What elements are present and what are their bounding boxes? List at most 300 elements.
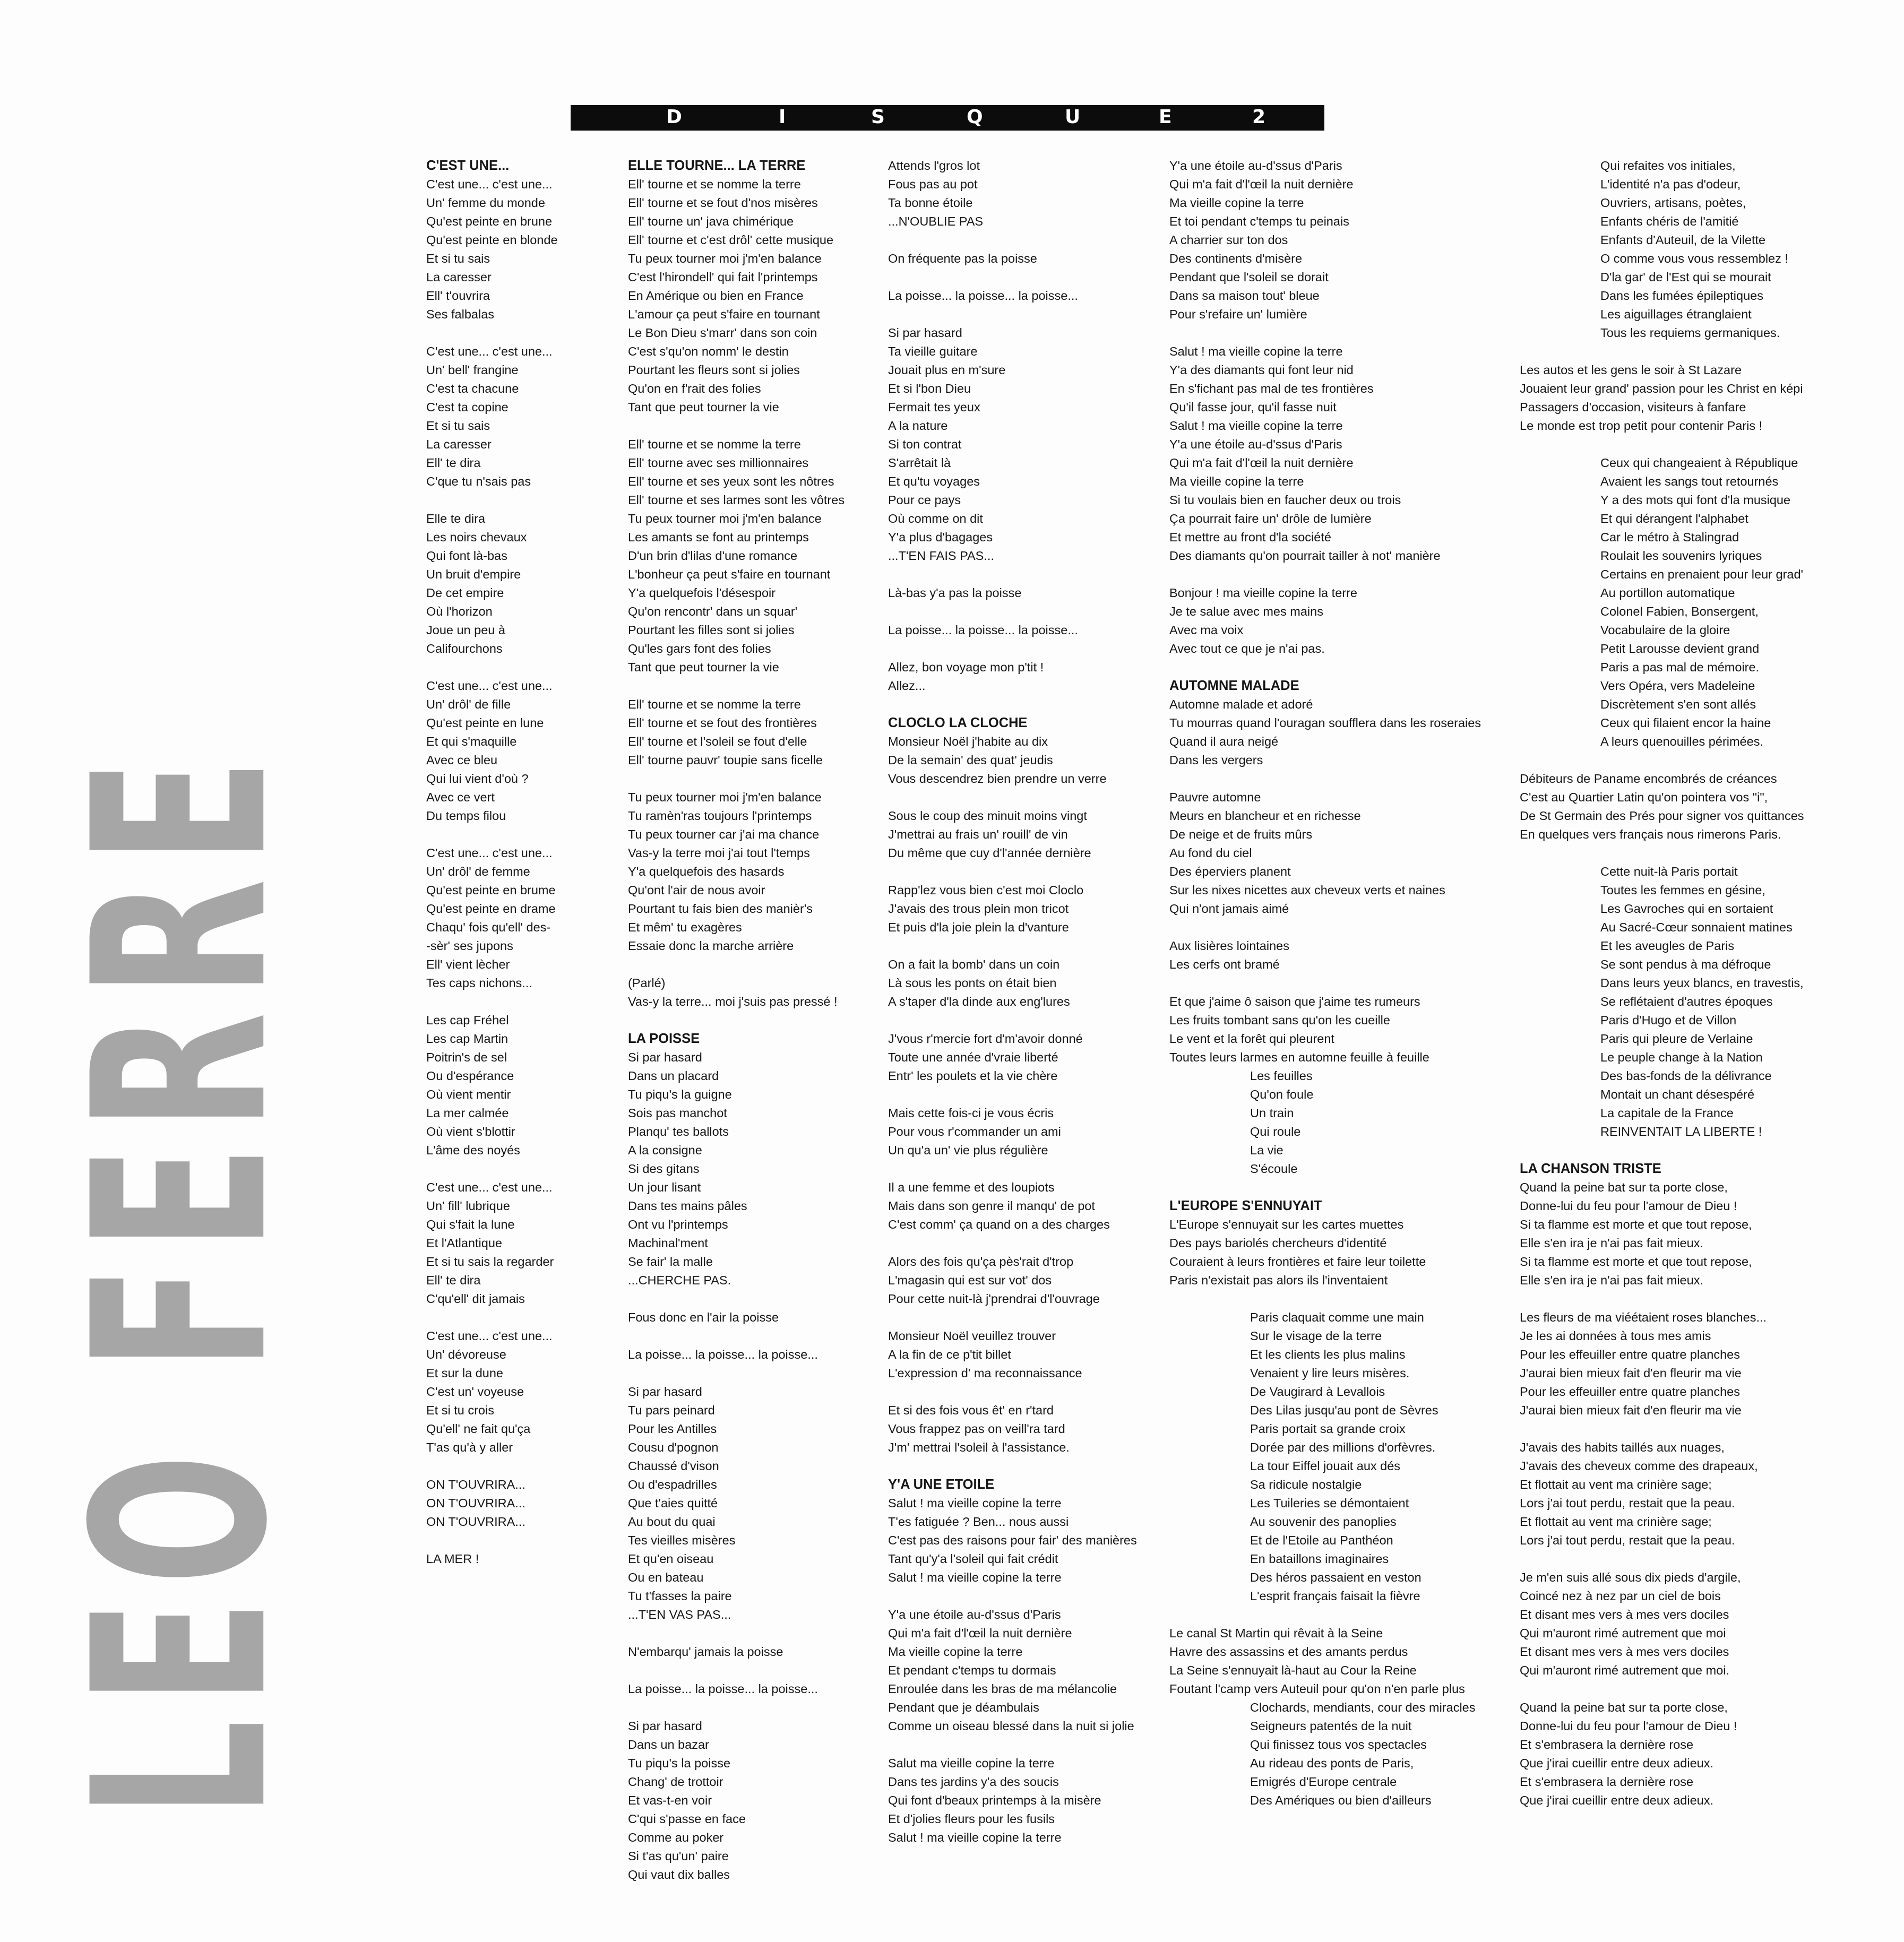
stanza — [426, 510, 558, 658]
song-section — [1520, 1160, 1804, 1810]
lyric-line: Elle s'en ira je n'ai pas fait mieux. — [1520, 1273, 1703, 1287]
lyric-line: Tu piqu's la guigne — [628, 1087, 732, 1101]
stanza — [426, 677, 558, 825]
lyric-line: Tes caps nichons... — [426, 976, 532, 990]
lyric-line: La poisse... la poisse... la poisse... — [888, 623, 1078, 637]
lyric-line: T'es fatiguée ? Ben... nous aussi — [888, 1515, 1069, 1529]
lyric-line: J'avais des habits taillés aux nuages, — [1520, 1440, 1725, 1454]
lyric-line: Au fond du ciel — [1169, 846, 1252, 860]
lyric-line: Les Tuileries se démontaient — [1250, 1496, 1409, 1510]
lyric-line: Avec ma voix — [1169, 623, 1244, 637]
song-section — [888, 714, 1137, 1457]
lyric-line: D'un brin d'lilas d'une romance — [628, 549, 798, 563]
lyric-line: Ma vieille copine la terre — [888, 1645, 1023, 1659]
lyric-line: C'est un' voyeuse — [426, 1385, 524, 1399]
lyric-line: Qui font là-bas — [426, 549, 507, 563]
lyric-line: Et qu'en oiseau — [628, 1552, 714, 1566]
lyric-line: Du temps filou — [426, 809, 506, 823]
lyric-line: Un jour lisant — [628, 1180, 701, 1194]
lyric-line: Qu'on foule — [1250, 1087, 1314, 1101]
lyric-line: La poisse... la poisse... la poisse... — [888, 289, 1078, 303]
lyric-line: Pour les effeuiller entre quatre planches — [1520, 1348, 1740, 1361]
stanza — [628, 175, 845, 417]
stanza — [628, 435, 845, 677]
lyric-line: J'vous r'mercie fort d'm'avoir donné — [888, 1032, 1083, 1046]
lyric-line: C'est une... c'est une... — [426, 177, 553, 191]
lyrics-column-1 — [426, 157, 558, 1568]
lyric-line: Au Sacré-Cœur sonnaient matines — [1600, 920, 1793, 934]
stanza — [888, 1030, 1137, 1085]
lyric-line: A charrier sur ton dos — [1169, 233, 1288, 247]
lyric-line: Avaient les sangs tout retournés — [1600, 474, 1779, 488]
lyric-line: On a fait la bomb' dans un coin — [888, 957, 1060, 971]
lyric-line: Qui n'ont jamais aimé — [1169, 902, 1289, 916]
lyric-line: Là-bas y'a pas la poisse — [888, 586, 1022, 600]
lyric-line: Mais dans son genre il manqu' de pot — [888, 1199, 1095, 1213]
lyric-line: Qu'est peinte en brune — [426, 214, 553, 228]
stanza — [628, 695, 845, 770]
lyric-line: Y'a une étoile au-d'ssus d'Paris — [1169, 159, 1342, 172]
stanza — [888, 881, 1137, 937]
banner-letter: I — [779, 106, 786, 128]
lyric-line: ON T'OUVRIRA... — [426, 1496, 525, 1510]
banner-letter: U — [1065, 106, 1081, 128]
artist-name: LEO FERRE — [42, 744, 321, 1818]
lyric-line: Pourtant les fleurs sont si jolies — [628, 363, 800, 377]
lyric-line: Le canal St Martin qui rêvait à la Seine — [1169, 1626, 1383, 1640]
lyric-line: Sous le coup des minuit moins vingt — [888, 809, 1087, 823]
lyric-line: C'est une... c'est une... — [426, 679, 553, 693]
lyric-line: Cousu d'pognon — [628, 1440, 719, 1454]
lyric-line: Tes vieilles misères — [628, 1533, 736, 1547]
lyric-line: Donne-lui du feu pour l'amour de Dieu ! — [1520, 1199, 1737, 1213]
lyric-line: Et que j'aime ô saison que j'aime tes rumeurs — [1169, 995, 1420, 1008]
lyric-line: Toutes leurs larmes en automne feuille à feuille — [1169, 1050, 1429, 1064]
lyric-line: Jouait plus en m'sure — [888, 363, 1006, 377]
lyric-line: Si t'as qu'un' paire — [628, 1849, 729, 1863]
lyric-line: Vers Opéra, vers Madeleine — [1600, 679, 1755, 693]
song-title: AUTOMNE MALADE — [1169, 678, 1299, 693]
lyric-line: Y'a quelquefois l'désespoir — [628, 586, 776, 600]
lyric-line: Ça pourrait faire un' drôle de lumière — [1169, 512, 1372, 525]
lyric-line: Chang' de trottoir — [628, 1775, 723, 1789]
lyric-line: Car le métro à Stalingrad — [1600, 530, 1739, 544]
banner-letter: S — [871, 106, 885, 128]
stanza — [888, 658, 1137, 695]
lyric-line: J'mettrai au frais un' rouill' de vin — [888, 827, 1068, 841]
stanza — [888, 955, 1137, 1011]
stanza — [426, 1011, 558, 1160]
lyric-line: Dans leurs yeux blancs, en travestis, — [1600, 976, 1804, 990]
lyric-line: Essaie donc la marche arrière — [628, 939, 794, 953]
lyric-line: Qui roule — [1250, 1125, 1301, 1138]
lyric-line: Et si des fois vous êt' en r'tard — [888, 1403, 1054, 1417]
lyric-line: Ma vieille copine la terre — [1169, 196, 1304, 210]
lyric-line: S'arrêtait là — [888, 456, 951, 470]
song-title: LA CHANSON TRISTE — [1520, 1161, 1661, 1176]
lyric-line: La Seine s'ennuyait là-haut au Cour la Reine — [1169, 1663, 1417, 1677]
lyric-line: Fous donc en l'air la poisse — [628, 1310, 779, 1324]
lyric-line: Vas-y la terre moi j'ai tout l'temps — [628, 846, 810, 860]
stanza — [1169, 992, 1481, 1178]
lyric-line: Fous pas au pot — [888, 177, 978, 191]
song-title: Y'A UNE ETOILE — [888, 1477, 995, 1492]
lyric-line: Allez, bon voyage mon p'tit ! — [888, 660, 1044, 674]
lyric-line: Si par hasard — [628, 1050, 702, 1064]
lyric-line: T'as qu'à y aller — [426, 1440, 513, 1454]
stanza — [1520, 770, 1804, 844]
lyric-line: Couraient à leurs frontières et faire leur toilette — [1169, 1255, 1426, 1268]
lyric-line: Les cerfs ont bramé — [1169, 957, 1280, 971]
lyric-line: Vocabulaire de la gloire — [1600, 623, 1730, 637]
lyric-line: ...T'EN FAIS PAS... — [888, 549, 994, 563]
lyric-line: Pauvre automne — [1169, 790, 1261, 804]
lyric-line: Paris portait sa grande croix — [1250, 1422, 1406, 1436]
lyric-line: Paris n'existait pas alors ils l'inventaient — [1169, 1273, 1388, 1287]
lyric-line: ...N'OUBLIE PAS — [888, 214, 984, 228]
lyric-line: Dans un bazar — [628, 1738, 709, 1751]
lyric-line: Et qui s'maquille — [426, 735, 517, 748]
lyric-line: Dans tes mains pâles — [628, 1199, 747, 1213]
lyric-line: J'avais des trous plein mon tricot — [888, 902, 1069, 916]
lyric-line: Tu t'fasses la paire — [628, 1589, 732, 1603]
lyric-line: Au rideau des ponts de Paris, — [1250, 1756, 1414, 1770]
stanza — [628, 1680, 845, 1698]
lyric-line: Les fleurs de ma viéétaient roses blanches... — [1520, 1310, 1767, 1324]
lyric-line: Aux lisières lointaines — [1169, 939, 1289, 953]
lyric-line: Salut ! ma vieille copine la terre — [888, 1831, 1062, 1844]
lyric-line: L'identité n'a pas d'odeur, — [1600, 177, 1741, 191]
stanza — [1169, 1308, 1481, 1606]
lyric-line: Y a des mots qui font d'la musique — [1600, 493, 1791, 507]
lyric-line: Des éperviers planent — [1169, 865, 1291, 878]
stanza — [1520, 1568, 1804, 1680]
song-section — [1520, 157, 1804, 1141]
lyric-line: Pourtant les filles sont si jolies — [628, 623, 795, 637]
lyric-line: Un train — [1250, 1106, 1294, 1120]
lyric-line: Les cap Fréhel — [426, 1013, 509, 1027]
stanza — [1169, 584, 1481, 658]
lyric-line: Et les clients les plus malins — [1250, 1348, 1406, 1361]
stanza — [888, 1178, 1137, 1234]
lyric-line: Et s'embrasera la dernière rose — [1520, 1775, 1694, 1789]
lyric-line: Pourtant tu fais bien des manièr's — [628, 902, 813, 916]
lyric-line: Et disant mes vers à mes vers dociles — [1520, 1608, 1729, 1621]
lyric-line: Alors des fois qu'ça pès'rait d'trop — [888, 1255, 1074, 1268]
lyric-line: L'amour ça peut s'faire en tournant — [628, 307, 820, 321]
lyric-line: J'aurai bien mieux fait d'en fleurir ma vie — [1520, 1403, 1742, 1417]
lyric-line: C'est au Quartier Latin qu'on pointera vos "i", — [1520, 790, 1768, 804]
lyric-line: Rapp'lez vous bien c'est moi Cloclo — [888, 883, 1084, 897]
lyric-line: L'âme des noyés — [426, 1143, 520, 1157]
lyric-line: Et mettre au front d'la société — [1169, 530, 1331, 544]
lyric-line: Elle s'en ira je n'ai pas fait mieux. — [1520, 1236, 1703, 1250]
stanza — [426, 1327, 558, 1457]
stanza — [426, 342, 558, 491]
song-section — [426, 157, 558, 1568]
lyric-line: Chaussé d'vison — [628, 1459, 719, 1473]
lyric-line: Clochards, mendiants, cour des miracles — [1250, 1701, 1476, 1714]
lyric-line: Et flottait au vent ma crinière sage; — [1520, 1478, 1712, 1491]
lyric-line: LA MER ! — [426, 1552, 479, 1566]
lyric-line: REINVENTAIT LA LIBERTE ! — [1600, 1125, 1762, 1138]
lyric-line: N'embarqu' jamais la poisse — [628, 1645, 783, 1659]
lyric-line: Poitrin's de sel — [426, 1050, 507, 1064]
lyric-line: Ceux qui changeaient à République — [1600, 456, 1798, 470]
stanza — [888, 584, 1137, 602]
lyric-line: Et d'jolies fleurs pour les fusils — [888, 1812, 1055, 1826]
lyric-line: ...T'EN VAS PAS... — [628, 1608, 731, 1621]
lyric-line: ...CHERCHE PAS. — [628, 1273, 731, 1287]
lyric-line: La poisse... la poisse... la poisse... — [628, 1348, 818, 1361]
lyric-line: Des diamants qu'on pourrait tailler à not' manière — [1169, 549, 1441, 563]
lyric-line: Vous descendrez bien prendre un verre — [888, 772, 1107, 786]
lyric-line: De la semain' des quat' jeudis — [888, 753, 1053, 767]
lyric-line: Si par hasard — [628, 1385, 702, 1399]
lyric-line: Y'a une étoile au-d'ssus d'Paris — [1169, 437, 1342, 451]
lyric-line: C'est l'hirondell' qui fait l'printemps — [628, 270, 818, 284]
lyric-line: Et si tu sais — [426, 419, 490, 433]
banner-letter: E — [1159, 106, 1172, 128]
lyric-line: Tu pars peinard — [628, 1403, 715, 1417]
lyric-line: Ell' t'ouvrira — [426, 289, 490, 303]
lyric-line: De Vaugirard à Levallois — [1250, 1385, 1385, 1399]
lyric-line: L'expression d' ma reconnaissance — [888, 1366, 1082, 1380]
lyric-line: A s'taper d'la dinde aux eng'lures — [888, 995, 1070, 1008]
lyric-line: Où l'horizon — [426, 605, 493, 618]
lyric-line: Des Lilas jusqu'au pont de Sèvres — [1250, 1403, 1438, 1417]
lyric-line: L'Europe s'ennuyait sur les cartes muettes — [1169, 1218, 1404, 1231]
song-title: LA POISSE — [628, 1031, 700, 1046]
lyric-line: En quelques vers français nous rimerons Paris. — [1520, 827, 1781, 841]
stanza — [426, 1475, 558, 1531]
banner-letter: D — [666, 106, 682, 128]
stanza — [628, 1308, 845, 1327]
stanza — [426, 175, 558, 324]
lyric-line: Tu peux tourner moi j'm'en balance — [628, 512, 822, 525]
lyric-line: O comme vous vous ressemblez ! — [1600, 252, 1788, 265]
lyric-line: Qui finissez tous vos spectacles — [1250, 1738, 1427, 1751]
song-section — [1169, 1197, 1481, 1810]
lyric-line: Dans un placard — [628, 1069, 719, 1083]
lyric-line: Où vient s'blottir — [426, 1125, 515, 1138]
lyric-line: A leurs quenouilles périmées. — [1600, 735, 1763, 748]
lyric-line: Et flottait au vent ma crinière sage; — [1520, 1515, 1712, 1529]
lyric-line: S'écoule — [1250, 1162, 1298, 1176]
lyric-line: Et vas-t-en voir — [628, 1793, 712, 1807]
lyric-line: Comme au poker — [628, 1831, 724, 1844]
lyric-line: Ou en bateau — [628, 1570, 704, 1584]
lyric-line: Salut ! ma vieille copine la terre — [1169, 344, 1343, 358]
stanza — [1169, 937, 1481, 974]
stanza — [628, 1345, 845, 1364]
lyric-line: Si ton contrat — [888, 437, 962, 451]
lyric-line: Les feuilles — [1250, 1069, 1313, 1083]
lyric-line: Ell' vient lècher — [426, 957, 510, 971]
lyric-line: Ell' te dira — [426, 1273, 481, 1287]
lyric-line: C'est une... c'est une... — [426, 1329, 553, 1343]
lyric-line: Roulait les souvenirs lyriques — [1600, 549, 1762, 563]
lyric-line: Pour vous r'commander un ami — [888, 1125, 1061, 1138]
lyric-line: Le monde est trop petit pour contenir Paris ! — [1520, 419, 1763, 433]
lyric-line: Ou d'espadrilles — [628, 1478, 717, 1491]
lyric-line: Qui m'a fait d'l'œil la nuit dernière — [888, 1626, 1072, 1640]
lyric-line: Ou d'espérance — [426, 1069, 514, 1083]
lyric-line: Qu'on en f'rait des folies — [628, 382, 761, 395]
lyric-line: Toute une année d'vraie liberté — [888, 1050, 1058, 1064]
song-section — [628, 157, 845, 1011]
lyric-line: Un bruit d'empire — [426, 567, 521, 581]
lyric-line: Montait un chant désespéré — [1600, 1087, 1755, 1101]
lyric-line: Qui refaites vos initiales, — [1600, 159, 1736, 172]
stanza — [1520, 862, 1804, 1141]
lyric-line: Salut ma vieille copine la terre — [888, 1756, 1055, 1770]
lyric-line: Au bout du quai — [628, 1515, 716, 1529]
lyric-line: Ell' tourne et ses yeux sont les nôtres — [628, 474, 834, 488]
lyric-line: Tant qu'y'a l'soleil qui fait crédit — [888, 1552, 1058, 1566]
lyric-line: Attends l'gros lot — [888, 159, 980, 172]
lyric-line: Meurs en blancheur et en richesse — [1169, 809, 1361, 823]
lyric-line: Enroulée dans les bras de ma mélancolie — [888, 1682, 1117, 1696]
lyric-line: Donne-lui du feu pour l'amour de Dieu ! — [1520, 1719, 1737, 1733]
lyric-line: Un' drôl' de fille — [426, 697, 511, 711]
lyric-line: Enfants d'Auteuil, de la Vilette — [1600, 233, 1766, 247]
lyric-line: -sèr' ses jupons — [426, 939, 513, 953]
lyric-line: Certains en prenaient pour leur grad' — [1600, 567, 1804, 581]
lyric-line: Avec ce bleu — [426, 753, 498, 767]
lyric-line: D'la gar' de l'Est qui se mourait — [1600, 270, 1771, 284]
song-title: ELLE TOURNE... LA TERRE — [628, 158, 806, 173]
lyric-line: Un' drôl' de femme — [426, 865, 530, 878]
stanza — [1520, 454, 1804, 751]
lyric-line: Débiteurs de Paname encombrés de créances — [1520, 772, 1777, 786]
stanza — [628, 1048, 845, 1290]
lyric-line: Y'a des diamants qui font leur nid — [1169, 363, 1354, 377]
lyric-line: Bonjour ! ma vieille copine la terre — [1169, 586, 1357, 600]
stanza — [628, 1717, 845, 1884]
stanza — [1520, 1308, 1804, 1420]
lyric-line: Ell' tourne et se fout d'nos misères — [628, 196, 818, 210]
lyric-line: Un qu'a un' vie plus régulière — [888, 1143, 1048, 1157]
lyric-line: Fermait tes yeux — [888, 400, 980, 414]
lyric-line: Que j'irai cueillir entre deux adieux. — [1520, 1756, 1714, 1770]
lyric-line: Lors j'ai tout perdu, restait que la peau. — [1520, 1496, 1735, 1510]
lyric-line: Et si tu sais la regarder — [426, 1255, 554, 1268]
lyric-line: Qui s'fait la lune — [426, 1218, 515, 1231]
lyric-line: Paris qui pleure de Verlaine — [1600, 1032, 1753, 1046]
lyric-line: Et si tu crois — [426, 1403, 494, 1417]
lyric-line: C'qui s'passe en face — [628, 1812, 746, 1826]
lyric-line: Tant que peut tourner la vie — [628, 660, 779, 674]
lyric-line: J'm' mettrai l'soleil à l'assistance. — [888, 1440, 1070, 1454]
lyric-line: Pour s'refaire un' lumière — [1169, 307, 1307, 321]
stanza — [628, 1643, 845, 1661]
stanza — [1169, 1215, 1481, 1290]
lyric-line: Qu'il fasse jour, qu'il fasse nuit — [1169, 400, 1337, 414]
lyric-line: Se sont pendus à ma défroque — [1600, 957, 1771, 971]
song-title: CLOCLO LA CLOCHE — [888, 715, 1028, 730]
lyric-line: Les amants se font au printemps — [628, 530, 809, 544]
lyric-line: Quand la peine bat sur ta porte close, — [1520, 1701, 1728, 1714]
lyric-line: Les autos et les gens le soir à St Lazare — [1520, 363, 1742, 377]
lyric-line: Dorée par des millions d'orfèvres. — [1250, 1440, 1436, 1454]
lyric-line: La capitale de la France — [1600, 1106, 1734, 1120]
lyric-line: Vous frappez pas on veill'ra tard — [888, 1422, 1065, 1436]
lyric-line: Qu'les gars font des folies — [628, 642, 771, 655]
song-section — [628, 1030, 845, 1884]
song-title: L'EUROPE S'ENNUYAIT — [1169, 1198, 1322, 1213]
lyric-line: C'est une... c'est une... — [426, 1180, 553, 1194]
lyric-line: Se fair' la malle — [628, 1255, 713, 1268]
lyric-line: L'magasin qui est sur vot' dos — [888, 1273, 1052, 1287]
lyric-line: Un' dévoreuse — [426, 1348, 506, 1361]
lyric-line: Et toi pendant c'temps tu peinais — [1169, 214, 1349, 228]
lyric-line: Sois pas manchot — [628, 1106, 727, 1120]
lyric-line: ON T'OUVRIRA... — [426, 1515, 525, 1529]
stanza — [888, 1401, 1137, 1457]
lyric-line: Qui lui vient d'où ? — [426, 772, 529, 786]
lyric-line: A la nature — [888, 419, 948, 433]
lyric-line: Ses falbalas — [426, 307, 495, 321]
lyric-line: La caresser — [426, 270, 492, 284]
stanza — [1520, 361, 1804, 435]
stanza — [1169, 695, 1481, 770]
lyric-line: Du même que cuy d'l'année dernière — [888, 846, 1091, 860]
stanza — [888, 157, 1137, 231]
lyric-line: Qui vaut dix balles — [628, 1868, 730, 1881]
lyric-line: Avec ce vert — [426, 790, 495, 804]
lyric-line: Chaqu' fois qu'ell' des- — [426, 920, 551, 934]
lyric-line: Il a une femme et des loupiots — [888, 1180, 1055, 1194]
lyric-line: Pendant que je déambulais — [888, 1701, 1039, 1714]
lyric-line: Et disant mes vers à mes vers dociles — [1520, 1645, 1729, 1659]
lyric-line: Un' bell' frangine — [426, 363, 519, 377]
lyric-line: Si des gitans — [628, 1162, 700, 1176]
lyric-line: Ell' tourne et se nomme la terre — [628, 177, 801, 191]
lyric-line: Paris claquait comme une main — [1250, 1310, 1424, 1324]
lyric-line: Ont vu l'printemps — [628, 1218, 728, 1231]
lyrics-column-2 — [628, 157, 845, 1884]
lyric-line: Si tu voulais bien en faucher deux ou trois — [1169, 493, 1401, 507]
lyric-line: Je te salue avec mes mains — [1169, 605, 1323, 618]
lyric-line: Ell' tourne pauvr' toupie sans ficelle — [628, 753, 823, 767]
lyric-line: Tu mourras quand l'ouragan soufflera dans les roseraies — [1169, 716, 1481, 730]
lyric-line: Des continents d'misère — [1169, 252, 1303, 265]
stanza — [888, 249, 1137, 268]
lyric-line: La vie — [1250, 1143, 1283, 1157]
lyric-line: A la consigne — [628, 1143, 702, 1157]
stanza — [1520, 1438, 1804, 1550]
lyric-line: Ouvriers, artisans, poètes, — [1600, 196, 1746, 210]
lyric-line: Ta vieille guitare — [888, 344, 978, 358]
lyric-line: En bataillons imaginaires — [1250, 1552, 1389, 1566]
stanza — [1520, 1698, 1804, 1810]
banner-letter: Q — [967, 106, 983, 128]
lyric-line: Ell' tourne un' java chimérique — [628, 214, 794, 228]
lyric-line: Et puis d'la joie plein la d'vanture — [888, 920, 1069, 934]
lyric-line: Ell' tourne et se fout des frontières — [628, 716, 817, 730]
lyric-line: Qu'ont l'air de nous avoir — [628, 883, 765, 897]
stanza — [888, 807, 1137, 862]
lyric-line: Un' fill' lubrique — [426, 1199, 510, 1213]
lyric-line: Les aiguillages étranglaient — [1600, 307, 1752, 321]
lyric-line: Le vent et la forêt qui pleurent — [1169, 1032, 1334, 1046]
lyric-line: Foutant l'camp vers Auteuil pour qu'on n'en parle plus — [1169, 1682, 1465, 1696]
lyric-line: Salut ! ma vieille copine la terre — [1169, 419, 1343, 433]
lyric-line: Les noirs chevaux — [426, 530, 527, 544]
lyric-line: Et mêm' tu exagères — [628, 920, 742, 934]
lyric-line: La tour Eiffel jouait aux dés — [1250, 1459, 1401, 1473]
